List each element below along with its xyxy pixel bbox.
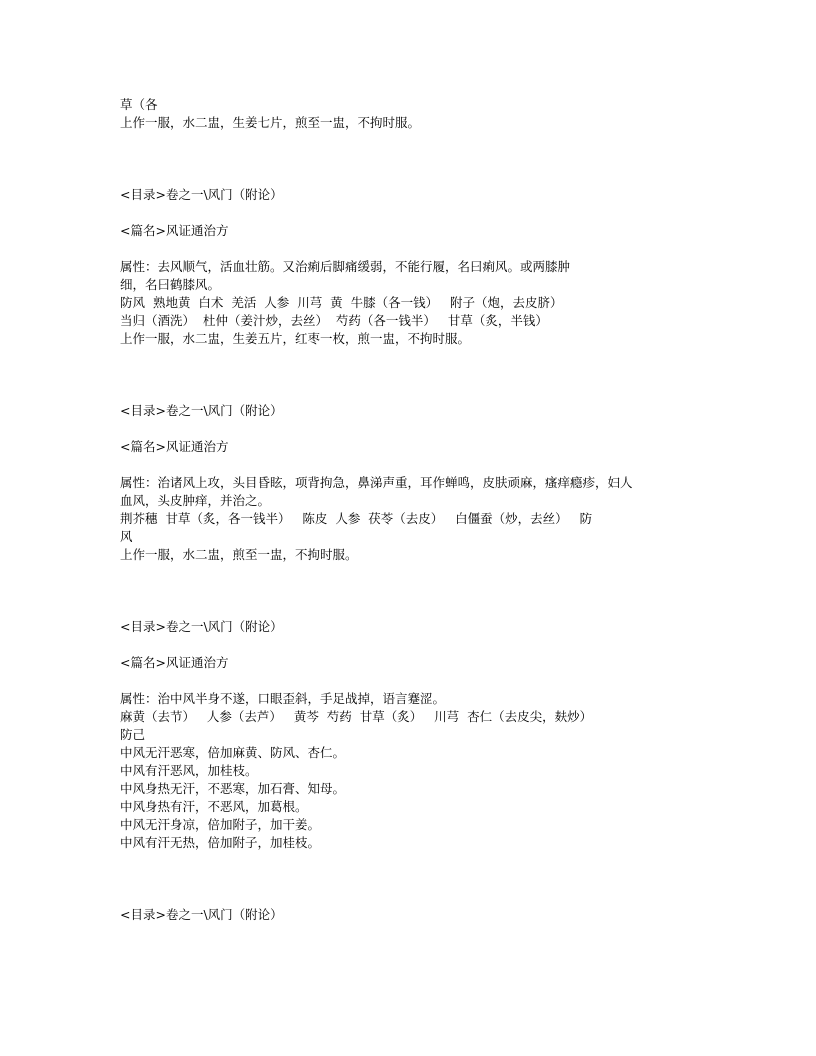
document-page — [120, 96, 720, 924]
footer-section — [120, 906, 720, 924]
text-line: 草（各 — [120, 97, 158, 112]
toc-heading: <目录>卷之一\风门（附论） — [120, 907, 283, 922]
text-line: 属性：治中风半身不遂，口眼歪斜，手足战掉，语言蹇涩。 — [120, 691, 446, 706]
text-line: 荆芥穗 甘草（炙，各一钱半） 陈皮 人参 茯苓（去皮） 白僵蚕（炒，去丝） 防 — [120, 511, 593, 526]
toc-heading: <目录>卷之一\风门（附论） — [120, 403, 283, 418]
text-line: 中风无汗身凉，倍加附子，加干姜。 — [120, 817, 321, 832]
text-line: 上作一服，水二盅，煎至一盅，不拘时服。 — [120, 547, 358, 562]
section-1 — [120, 186, 720, 348]
intro-block — [120, 96, 720, 132]
text-line: 中风身热无汗，不恶寒，加石膏、知母。 — [120, 781, 346, 796]
text-line: 防风 熟地黄 白术 羌活 人参 川芎 黄 牛膝（各一钱） 附子（炮，去皮脐） — [120, 295, 563, 310]
toc-heading: <目录>卷之一\风门（附论） — [120, 619, 283, 634]
text-line: 当归（酒洗） 杜仲（姜汁炒，去丝） 芍药（各一钱半） 甘草（炙，半钱） — [120, 313, 548, 328]
text-line: 麻黄（去节） 人参（去芦） 黄芩 芍药 甘草（炙） 川芎 杏仁（去皮尖，麸炒） — [120, 709, 593, 724]
text-line: 中风有汗恶风，加桂枝。 — [120, 763, 258, 778]
text-line: 中风有汗无热，倍加附子，加桂枝。 — [120, 835, 321, 850]
text-line: 血风，头皮肿痒，并治之。 — [120, 493, 271, 508]
toc-heading: <目录>卷之一\风门（附论） — [120, 187, 283, 202]
text-line: 中风无汗恶寒，倍加麻黄、防风、杏仁。 — [120, 745, 346, 760]
section-title: <篇名>风证通治方 — [120, 655, 229, 670]
section-title: <篇名>风证通治方 — [120, 223, 229, 238]
text-line: 中风身热有汗，不恶风，加葛根。 — [120, 799, 308, 814]
text-line: 细，名曰鹤膝风。 — [120, 277, 221, 292]
text-line: 属性：去风顺气，活血壮筋。又治痢后脚痛缓弱，不能行履，名曰痢风。或两膝肿 — [120, 259, 571, 274]
text-line: 上作一服，水二盅，生姜七片，煎至一盅，不拘时服。 — [120, 115, 421, 130]
section-3 — [120, 618, 720, 852]
text-line: 防己 — [120, 727, 146, 742]
section-2 — [120, 402, 720, 564]
text-line: 风 — [120, 529, 133, 544]
text-line: 上作一服，水二盅，生姜五片，红枣一枚，煎一盅，不拘时服。 — [120, 331, 471, 346]
text-line: 属性：治诸风上攻，头目昏眩，项背拘急，鼻涕声重，耳作蝉鸣，皮肤顽麻，瘙痒瘾疹，妇人 — [120, 475, 633, 490]
section-title: <篇名>风证通治方 — [120, 439, 229, 454]
